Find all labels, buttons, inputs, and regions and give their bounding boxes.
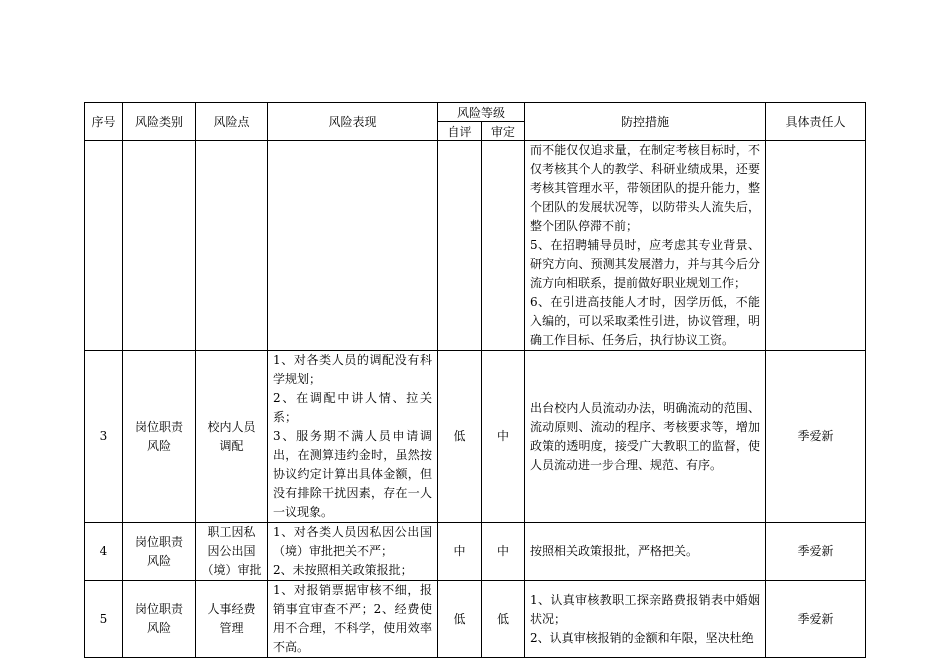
- cell-review: 中: [482, 351, 525, 523]
- risk-control-table: [84, 102, 866, 658]
- header-manifestation: 风险表现: [268, 103, 438, 141]
- table-row: [85, 581, 866, 658]
- cell-seq: 5: [85, 581, 123, 658]
- cell-category: [123, 141, 196, 351]
- table-row: [85, 351, 866, 523]
- cell-manifestation: 1、对报销票据审核不细，报销事宜审查不严；2、经费使用不合理，不科学，使用效率不高。: [268, 581, 438, 658]
- cell-owner: 季爱新: [766, 581, 866, 658]
- cell-manifestation: 1、对各类人员的调配没有科学规划； 2、在调配中讲人情、拉关系； 3、服务期不满人员申请调出，在测算违约金时，虽然按协议约定计算出具体金额，但没有排除干扰因素，存在一人一议现象。: [268, 351, 438, 523]
- cell-point: 校内人员 调配: [196, 351, 268, 523]
- cell-manifestation: [268, 141, 438, 351]
- table-row: [85, 141, 866, 351]
- header-level: 风险等级: [438, 103, 525, 122]
- cell-self-eval: [438, 141, 482, 351]
- cell-seq: 4: [85, 523, 123, 581]
- header-point: 风险点: [196, 103, 268, 141]
- cell-measures: 1、认真审核教职工探亲路费报销表中婚姻状况； 2、认真审核报销的金额和年限，坚决杜绝: [525, 581, 766, 658]
- cell-owner: 季爱新: [766, 351, 866, 523]
- header-measures: 防控措施: [525, 103, 766, 141]
- cell-self-eval: 低: [438, 581, 482, 658]
- cell-seq: 3: [85, 351, 123, 523]
- cell-review: 低: [482, 581, 525, 658]
- header-self-eval: 自评: [438, 122, 482, 141]
- cell-category: 岗位职责 风险: [123, 351, 196, 523]
- header-review: 审定: [482, 122, 525, 141]
- cell-category: 岗位职责 风险: [123, 523, 196, 581]
- header-owner: 具体责任人: [766, 103, 866, 141]
- cell-point: 人事经费 管理: [196, 581, 268, 658]
- cell-self-eval: 中: [438, 523, 482, 581]
- header-seq: 序号: [85, 103, 123, 141]
- cell-manifestation: 1、对各类人员因私因公出国（境）审批把关不严； 2、未按照相关政策报批；: [268, 523, 438, 581]
- cell-review: 中: [482, 523, 525, 581]
- header-category: 风险类别: [123, 103, 196, 141]
- cell-seq: [85, 141, 123, 351]
- cell-point: [196, 141, 268, 351]
- cell-point: 职工因私 因公出国 （境）审批: [196, 523, 268, 581]
- table-row: [85, 523, 866, 581]
- cell-self-eval: 低: [438, 351, 482, 523]
- cell-measures: 而不能仅仅追求量，在制定考核目标时，不仅考核其个人的教学、科研业绩成果，还要考核其管理水平，带领团队的提升能力，整个团队的发展状况等，以防带头人流失后，整个团队停滞不前； 5、在招聘辅导员时，应考虑其专业背景、研究方向、预测其发展潜力，并与其今后分流方向相联系，提前做好职业规划工作； 6、在引进高技能人才时，因学历低，不能入编的，可以采取柔性引进，协议管理，明确工作目标、任务后，执行协议工资。: [525, 141, 766, 351]
- cell-measures: 出台校内人员流动办法，明确流动的范围、流动原则、流动的程序、考核要求等，增加政策的透明度，接受广大教职工的监督，使人员流动进一步合理、规范、有序。: [525, 351, 766, 523]
- cell-owner: 季爱新: [766, 523, 866, 581]
- cell-category: 岗位职责 风险: [123, 581, 196, 658]
- cell-owner: [766, 141, 866, 351]
- cell-review: [482, 141, 525, 351]
- cell-measures: 按照相关政策报批，严格把关。: [525, 523, 766, 581]
